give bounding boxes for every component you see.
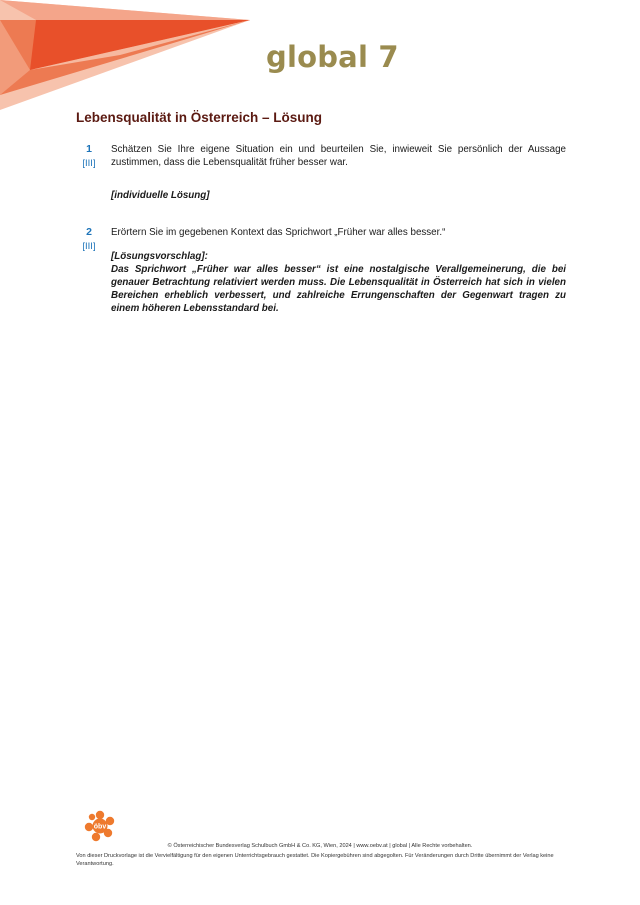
task-2 <box>76 226 566 315</box>
svg-text:öbv: öbv <box>93 823 107 831</box>
footer-copyright: © Österreichischer Bundesverlag Schulbuch GmbH & Co. KG, Wien, 2024 | www.oebv.at | global | Alle Rechte vorbehalten. <box>167 843 473 849</box>
task-level: [III] <box>82 158 96 169</box>
task-body <box>111 226 566 315</box>
answer-label: [individuelle Lösung] <box>111 190 210 201</box>
header-banner-graphic <box>0 0 260 110</box>
answer-text: Das Sprichwort „Früher war alles besser“ ist eine nostalgische Verallgemeinerung, die bei genauer Betrachtung relativiert werden muss. Die Lebensqualität in Österreich hat sich in vielen Bereichen erheblich verbessert, und zahlreiche Errungenschaften der Gegenwart tragen zu einem höheren Lebensstandard bei. <box>111 264 566 314</box>
task-number: 1 <box>86 143 92 155</box>
page-title: Lebensqualität in Österreich – Lösung <box>76 110 323 125</box>
task-1 <box>76 143 566 202</box>
task-prompt: Erörtern Sie im gegebenen Kontext das Sprichwort „Früher war alles besser.“ <box>111 227 446 238</box>
answer-label: [Lösungsvorschlag]: <box>111 251 208 262</box>
task-body <box>111 143 566 202</box>
task-number: 2 <box>86 226 92 238</box>
series-logo-title: global 7 <box>266 40 399 74</box>
task-prompt: Schätzen Sie Ihre eigene Situation ein und beurteilen Sie, inwieweit Sie persönlich der Aussage zustimmen, dass die Lebensqualität früher besser war. <box>111 144 566 168</box>
task-level: [III] <box>82 241 96 252</box>
footer-notice: Von dieser Druckvorlage ist die Vervielfältigung für den eigenen Unterrichtsgebrauch gestattet. Die Kopiergebühren sind abgegolten. Für Veränderungen durch Dritte übernimmt der Verlag keine Verantwortung. <box>76 853 554 867</box>
publisher-logo-icon <box>84 810 116 842</box>
